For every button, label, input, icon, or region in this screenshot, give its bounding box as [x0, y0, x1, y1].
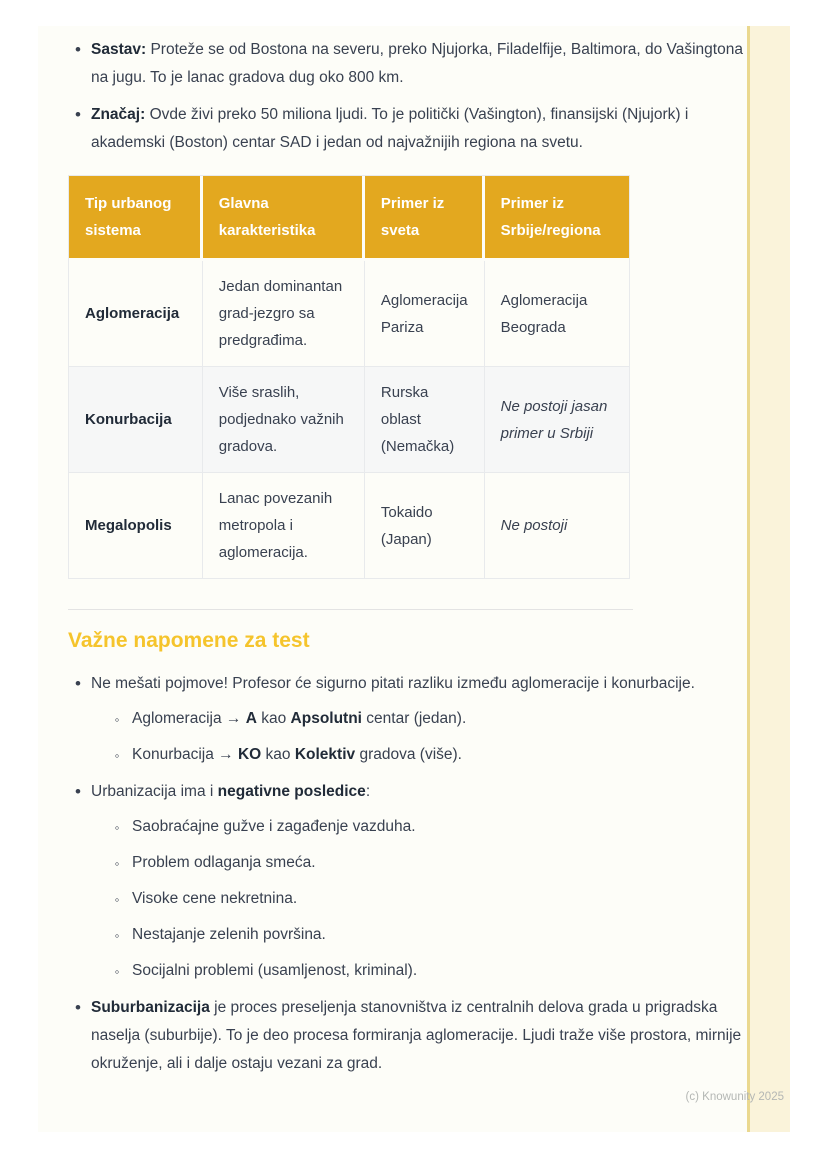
bullet-icon: •	[75, 40, 81, 59]
table-cell: Više sraslih, podjednako važnih gradova.	[203, 367, 365, 473]
intro-list	[68, 36, 748, 157]
table-row	[69, 367, 629, 473]
list-item-text	[132, 854, 316, 871]
notes-list	[68, 670, 748, 1078]
table-body	[69, 261, 629, 578]
sub-list	[91, 813, 748, 985]
urban-systems-table	[68, 175, 630, 579]
section-heading: Važne napomene za test	[68, 629, 310, 652]
sub-list-item	[107, 705, 748, 733]
list-item	[68, 778, 748, 985]
table-cell: Ne postoji jasan primer u Srbiji	[485, 367, 629, 473]
table-header-cell: Primer iz sveta	[365, 176, 485, 261]
table-row	[69, 261, 629, 367]
list-item-text	[91, 783, 370, 800]
table-row	[69, 473, 629, 578]
page-edge-stripe	[747, 26, 790, 1132]
table-cell: Aglomeracija Beograda	[485, 261, 629, 367]
bullet-icon: •	[75, 674, 81, 693]
list-item-text	[132, 962, 417, 979]
list-item-text	[132, 926, 326, 943]
text-segment: Sastav:	[91, 41, 147, 58]
circle-bullet-icon: ◦	[114, 928, 120, 943]
text-segment: Nestajanje zelenih površina.	[132, 926, 326, 943]
text-segment: Visoke cene nekretnina.	[132, 890, 298, 907]
circle-bullet-icon: ◦	[114, 820, 120, 835]
table-cell: Konurbacija	[69, 367, 203, 473]
sub-list-item	[107, 849, 748, 877]
table-header-cell: Tip urbanog sistema	[69, 176, 203, 261]
list-item	[68, 994, 748, 1078]
text-segment: Apsolutni	[290, 710, 362, 727]
text-segment: Urbanizacija ima i	[91, 783, 218, 800]
document-page	[38, 26, 790, 1132]
text-segment: Ovde živi preko 50 miliona ljudi. To je politički (Vašington), finansijski (Njujork) i akademski (Boston) centar SAD i jedan od najvažnijih regiona na svetu.	[91, 106, 689, 151]
list-item-text	[132, 710, 466, 727]
table-cell: Ne postoji	[500, 517, 568, 534]
table-cell: Tokaido (Japan)	[365, 473, 485, 578]
sub-list-item	[107, 957, 748, 985]
circle-bullet-icon: ◦	[114, 748, 120, 763]
table-header-row	[69, 176, 629, 261]
text-segment: Suburbanizacija	[91, 999, 210, 1016]
text-segment: gradova (više).	[355, 746, 462, 763]
text-segment: KO	[237, 746, 262, 763]
bullet-icon: •	[75, 105, 81, 124]
circle-bullet-icon: ◦	[114, 856, 120, 871]
list-item-text	[91, 106, 688, 151]
text-segment: je proces preseljenja stanovništva iz centralnih delova grada u prigradska naselja (suburbije). To je deo procesa formiranja aglomeracije. Ljudi traže više prostora, mirnije okruženje, ali i dalje ostaju vezani za grad.	[91, 999, 742, 1072]
table-cell: Aglomeracija Pariza	[365, 261, 485, 367]
section-divider	[68, 609, 633, 610]
table-cell: Megalopolis	[69, 473, 203, 578]
circle-bullet-icon: ◦	[114, 712, 120, 727]
text-segment: kao	[261, 746, 295, 763]
text-segment: Konurbacija →	[132, 746, 238, 763]
text-segment: Problem odlaganja smeća.	[132, 854, 316, 871]
document-content	[68, 36, 748, 1087]
list-item-text	[91, 41, 743, 86]
list-item-text	[132, 746, 462, 763]
text-segment: kao	[256, 710, 291, 727]
table-header-cell: Primer iz Srbije/regiona	[485, 176, 629, 261]
circle-bullet-icon: ◦	[114, 964, 120, 979]
text-segment: Proteže se od Bostona na severu, preko Njujorka, Filadelfije, Baltimora, do Vašingtona na jugu. To je lanac gradova dug oko 800 km.	[91, 41, 743, 86]
text-segment: negativne posledice	[217, 783, 366, 800]
list-item	[68, 101, 748, 157]
text-segment: Kolektiv	[294, 746, 356, 763]
circle-bullet-icon: ◦	[114, 892, 120, 907]
bullet-icon: •	[75, 998, 81, 1017]
sub-list-item	[107, 885, 748, 913]
sub-list-item	[107, 921, 748, 949]
text-segment: Socijalni problemi (usamljenost, kriminal).	[132, 962, 418, 979]
bullet-icon: •	[75, 782, 81, 801]
text-segment: :	[365, 783, 371, 800]
list-item	[68, 670, 748, 769]
text-segment: Saobraćajne gužve i zagađenje vazduha.	[132, 818, 416, 835]
watermark: (c) Knowunity 2025	[685, 1091, 784, 1103]
list-item-text	[132, 818, 416, 835]
text-segment: centar (jedan).	[362, 710, 467, 727]
table-head	[69, 176, 629, 261]
text-segment: Aglomeracija →	[132, 710, 246, 727]
list-item	[68, 36, 748, 92]
table-cell: Jedan dominantan grad-jezgro sa predgrađima.	[203, 261, 365, 367]
table-cell: Aglomeracija	[69, 261, 203, 367]
text-segment: A	[245, 710, 257, 727]
table-cell: Lanac povezanih metropola i aglomeracija.	[203, 473, 365, 578]
list-item-text	[91, 675, 695, 692]
table-cell: Rurska oblast (Nemačka)	[365, 367, 485, 473]
sub-list-item	[107, 741, 748, 769]
list-item-text	[132, 890, 297, 907]
text-segment: Značaj:	[91, 106, 146, 123]
text-segment: Ne mešati pojmove! Profesor će sigurno pitati razliku između aglomeracije i konurbacije.	[91, 675, 695, 692]
sub-list	[91, 705, 748, 769]
list-item-text	[91, 999, 741, 1072]
sub-list-item	[107, 813, 748, 841]
table-header-cell: Glavna karakteristika	[203, 176, 365, 261]
